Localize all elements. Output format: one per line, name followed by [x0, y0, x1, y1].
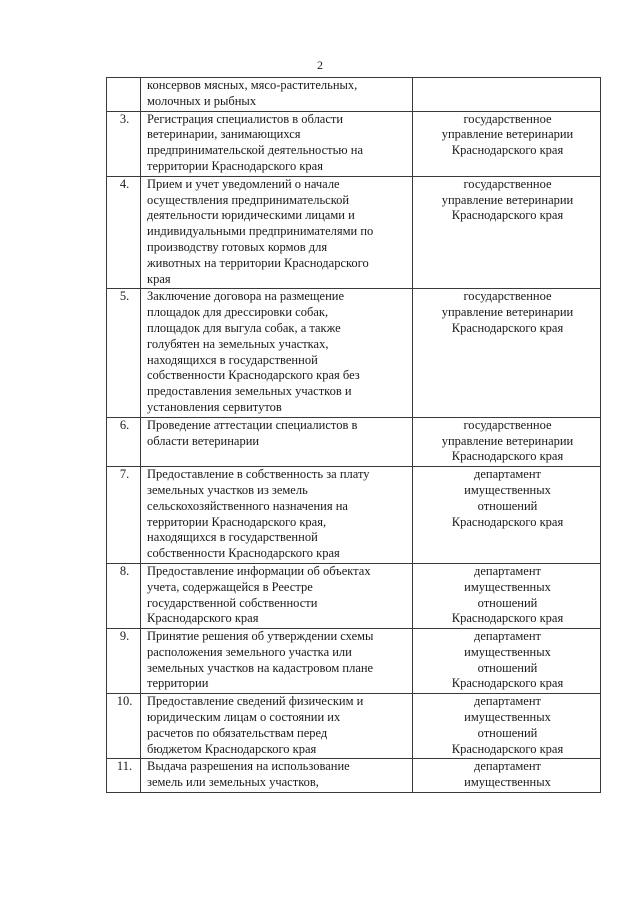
row-number: 3.	[107, 111, 141, 176]
responsible-agency	[413, 176, 601, 289]
service-name-line: области ветеринарии	[147, 433, 260, 448]
responsible-agency-line: управление ветеринарии	[441, 305, 574, 320]
responsible-agency-line: департамент	[473, 759, 541, 774]
service-name-line: расчетов по обязательствам перед	[147, 725, 328, 740]
table-row	[107, 176, 601, 289]
service-name-line: земель или земельных участков,	[147, 775, 319, 790]
service-name-line: сельскохозяйственного назначения на	[147, 498, 348, 513]
service-name-line: Краснодарского края	[147, 611, 259, 626]
service-name-line: Предоставление информации об объектах	[147, 563, 371, 578]
responsible-agency-line: отношений	[477, 595, 538, 610]
responsible-agency	[413, 289, 601, 417]
service-name-line: животных на территории Краснодарского	[147, 255, 369, 270]
service-name	[141, 467, 413, 564]
service-name-line: государственной собственности	[147, 595, 318, 610]
service-name-line: территории Краснодарского края,	[147, 514, 327, 529]
service-name-line: молочных и рыбных	[147, 93, 257, 108]
row-number: 6.	[107, 417, 141, 466]
service-name-line: собственности Краснодарского края	[147, 546, 340, 561]
table-row	[107, 563, 601, 628]
service-name-line: установления сервитутов	[147, 399, 282, 414]
responsible-agency	[413, 417, 601, 466]
services-table	[106, 77, 601, 793]
responsible-agency-line: Краснодарского края	[451, 611, 564, 626]
service-name-line: Проведение аттестации специалистов в	[147, 417, 358, 432]
responsible-agency-line: управление ветеринарии	[441, 192, 574, 207]
service-name-line: индивидуальными предпринимателями по	[147, 224, 374, 239]
responsible-agency-line: Краснодарского края	[451, 676, 564, 691]
service-name-line: находящихся в государственной	[147, 352, 318, 367]
service-name-line: Прием и учет уведомлений о начале	[147, 176, 340, 191]
responsible-agency-line: департамент	[473, 629, 541, 644]
responsible-agency	[413, 563, 601, 628]
responsible-agency-line: отношений	[477, 725, 538, 740]
responsible-agency-line: департамент	[473, 467, 541, 482]
table-row	[107, 759, 601, 793]
service-name-line: бюджетом Краснодарского края	[147, 741, 317, 756]
service-name-line: площадок для выгула собак, а также	[147, 320, 341, 335]
service-name	[141, 417, 413, 466]
responsible-agency-line: имущественных	[464, 644, 551, 659]
responsible-agency	[413, 759, 601, 793]
service-name-line: консервов мясных, мясо-растительных,	[147, 78, 358, 92]
service-name	[141, 694, 413, 759]
table-row	[107, 417, 601, 466]
responsible-agency-line: Краснодарского края	[451, 449, 564, 464]
service-name-line: края	[147, 271, 171, 286]
service-name	[141, 629, 413, 694]
responsible-agency	[413, 629, 601, 694]
responsible-agency-line: Краснодарского края	[451, 208, 564, 223]
service-name-line: голубятен на земельных участках,	[147, 336, 329, 351]
table-row	[107, 694, 601, 759]
service-name-line: земельных участков на кадастровом плане	[147, 660, 374, 675]
service-name-line: Предоставление в собственность за плату	[147, 467, 370, 482]
responsible-agency-line: отношений	[477, 498, 538, 513]
service-name-line: ветеринарии, занимающихся	[147, 127, 301, 142]
row-number: 11.	[107, 759, 141, 793]
table-row	[107, 111, 601, 176]
service-name-line: Предоставление сведений физическим и	[147, 694, 364, 709]
page-number: 2	[317, 58, 323, 72]
service-name-line: Принятие решения об утверждении схемы	[147, 629, 374, 644]
responsible-agency-line: управление ветеринарии	[441, 433, 574, 448]
responsible-agency-line: имущественных	[464, 710, 551, 725]
service-name-line: находящихся в государственной	[147, 530, 318, 545]
service-name-line: юридическим лицам о состоянии их	[147, 710, 341, 725]
responsible-agency-line: управление ветеринарии	[441, 127, 574, 142]
service-name	[141, 111, 413, 176]
service-name-line: Регистрация специалистов в области	[147, 111, 344, 126]
service-name	[141, 759, 413, 793]
responsible-agency-line: государственное	[463, 289, 552, 304]
responsible-agency-line: государственное	[463, 111, 552, 126]
service-name-line: расположения земельного участка или	[147, 644, 352, 659]
service-name-line: собственности Краснодарского края без	[147, 368, 360, 383]
row-number: 7.	[107, 467, 141, 564]
responsible-agency-line: имущественных	[464, 775, 551, 790]
responsible-agency-line: Краснодарского края	[451, 741, 564, 756]
table-row	[107, 467, 601, 564]
service-name-line: земельных участков из земель	[147, 482, 308, 497]
row-number: 9.	[107, 629, 141, 694]
responsible-agency-line: департамент	[473, 694, 541, 709]
service-name-line: осуществления предпринимательской	[147, 192, 350, 207]
service-name-line: предоставления земельных участков и	[147, 384, 352, 399]
service-name-line: Заключение договора на размещение	[147, 289, 345, 304]
responsible-agency	[413, 78, 601, 112]
responsible-agency-line: департамент	[473, 563, 541, 578]
responsible-agency-line: имущественных	[464, 579, 551, 594]
service-name	[141, 563, 413, 628]
service-name-line: предпринимательской деятельностью на	[147, 143, 364, 158]
responsible-agency-line: Краснодарского края	[451, 514, 564, 529]
responsible-agency-line: Краснодарского края	[451, 320, 564, 335]
table-row	[107, 289, 601, 417]
table-row	[107, 78, 601, 112]
row-number: 8.	[107, 563, 141, 628]
row-number: 4.	[107, 176, 141, 289]
service-name	[141, 289, 413, 417]
row-number: 5.	[107, 289, 141, 417]
services-table-body	[107, 78, 601, 793]
responsible-agency-line: отношений	[477, 660, 538, 675]
responsible-agency-line: государственное	[463, 417, 552, 432]
row-number: 10.	[107, 694, 141, 759]
service-name-line: деятельности юридическими лицами и	[147, 208, 355, 223]
service-name-line: территории Краснодарского края	[147, 158, 323, 173]
service-name-line: учета, содержащейся в Реестре	[147, 579, 313, 594]
responsible-agency-line: имущественных	[464, 482, 551, 497]
responsible-agency	[413, 467, 601, 564]
row-number	[107, 78, 141, 112]
responsible-agency	[413, 694, 601, 759]
service-name-line: Выдача разрешения на использование	[147, 759, 350, 774]
service-name	[141, 176, 413, 289]
responsible-agency	[413, 111, 601, 176]
service-name-line: площадок для дрессировки собак,	[147, 305, 329, 320]
table-row	[107, 629, 601, 694]
service-name-line: территории	[147, 676, 209, 691]
responsible-agency-line: Краснодарского края	[451, 143, 564, 158]
responsible-agency-line: государственное	[463, 176, 552, 191]
service-name	[141, 78, 413, 112]
service-name-line: производству готовых кормов для	[147, 239, 328, 254]
